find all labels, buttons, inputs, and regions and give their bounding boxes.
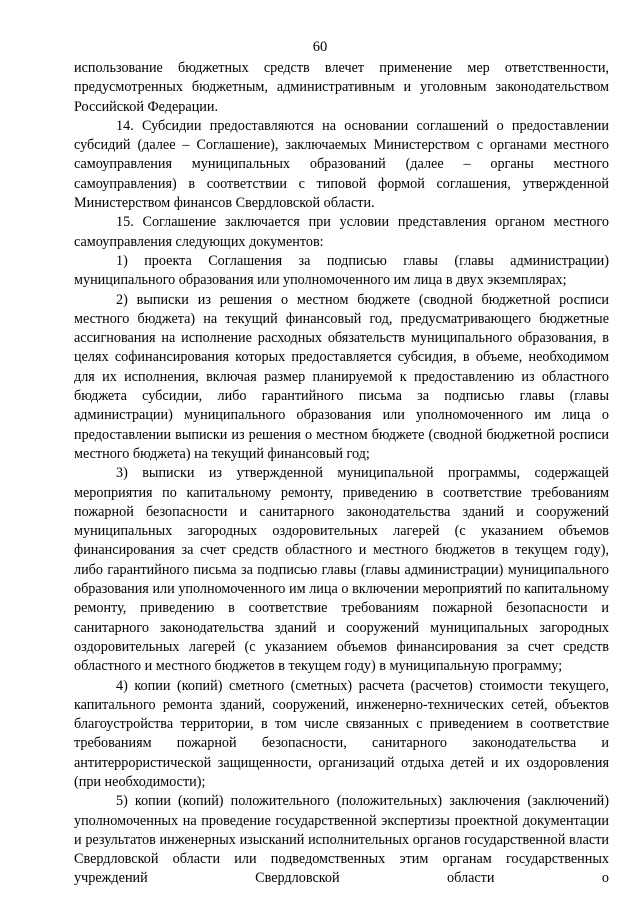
page-number: 60 [312,39,328,55]
paragraph-15: 15. Соглашение заключается при условии представления органом местного самоуправления следующих документов: [74,214,609,250]
paragraph-intro: использование бюджетных средств влечет применение мер ответственности, предусмотренных бюджетным, административным и уголовным законодательством Российской Федерации. [74,60,609,115]
list-item-4: 4) копии (копий) сметного (сметных) расчета (расчетов) стоимости текущего, капитального ремонта зданий, сооружений, инженерно-технических сетей, объектов благоустройства территории, в том числе связанных с приведением в соответствие требованиям пожарной безопасности, санитарного законодательства и антитеррористической защищенности, организаций отдыха детей и их оздоровления (при необходимости); [74,677,609,790]
list-item-2: 2) выписки из решения о местном бюджете (сводной бюджетной росписи местного бюджета) на текущий финансовый год, предусматривающего бюджетные ассигнования на исполнение расходных обязательств муниципального образования, в целях софинансирования которых предоставляется субсидия, в объеме, необходимом для их исполнения, включая размер планируемой к предоставлению из областного бюджета субсидии, либо гарантийного письма за подписью главы (главы администрации) муниципального образования или уполномоченного им лица о предоставлении выписки из решения о местном бюджете (сводной бюджетной росписи местного бюджета) на текущий финансовый год; [74,291,609,462]
list-item-5: 5) копии (копий) положительного (положительных) заключения (заключений) уполномоченных на проведение государственной экспертизы проектной документации и результатов инженерных изысканий исполнительных органов государственной власти Свердловской области или подведомственных этим органам государственных учреждений Свердловской области о [74,793,609,887]
list-item-3: 3) выписки из утвержденной муниципальной программы, содержащей мероприятия по капитальному ремонту, приведению в соответствие требованиям пожарной безопасности и санитарного законодательства зданий и сооружений муниципальных загородных оздоровительных лагерей (с указанием объемов финансирования за счет средств областного и местного бюджетов в текущем году), либо гарантийного письма за подписью главы (главы администрации) муниципального образования или уполномоченного им лица о включении мероприятий по капитальному ремонту, приведению в соответствие требованиям пожарной безопасности и санитарного законодательства зданий и сооружений муниципальных загородных оздоровительных лагерей (с указанием объемов финансирования за счет средств областного и местного бюджетов в текущем году) в муниципальную программу; [74,465,609,675]
list-item-1: 1) проекта Соглашения за подписью главы (главы администрации) муниципального образования или уполномоченного им лица в двух экземплярах; [74,252,609,289]
paragraph-14: 14. Субсидии предоставляются на основании соглашений о предоставлении субсидий (далее – Соглашение), заключаемых Министерством с органами местного самоуправления муниципальных образований (далее – органы местного самоуправления) в соответствии с типовой формой соглашения, утвержденной Министерством финансов Свердловской области. [74,117,609,212]
document-body [74,59,609,889]
